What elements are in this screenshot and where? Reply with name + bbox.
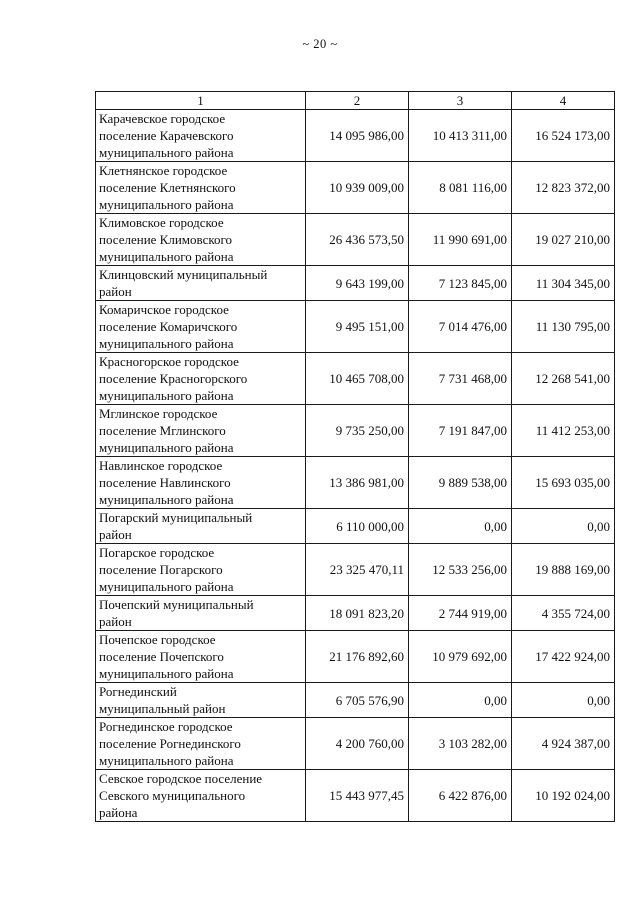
amount-cell-c2: 6 705 576,90 <box>306 683 409 718</box>
municipality-name-line: муниципальный район <box>99 701 226 716</box>
amount-cell-c4: 11 412 253,00 <box>512 405 615 457</box>
column-header: 2 <box>306 92 409 110</box>
amount-cell-c4: 4 924 387,00 <box>512 718 615 770</box>
table-row <box>96 353 615 405</box>
municipality-name-line: Почепский муниципальный <box>99 597 254 612</box>
municipality-name-line: поселение Красногорского <box>99 371 248 386</box>
amount-cell-c2: 10 465 708,00 <box>306 353 409 405</box>
amount-cell-c2: 6 110 000,00 <box>306 509 409 544</box>
amount-cell-c2: 21 176 892,60 <box>306 631 409 683</box>
municipality-name-line: поселение Климовского <box>99 232 233 247</box>
municipality-name-line: поселение Навлинского <box>99 475 231 490</box>
column-header: 3 <box>409 92 512 110</box>
amount-cell-c2: 9 735 250,00 <box>306 405 409 457</box>
table-row <box>96 718 615 770</box>
municipality-name-line: Погарский муниципальный <box>99 510 253 525</box>
municipality-name-cell <box>96 509 306 544</box>
municipality-name-line: район <box>99 284 132 299</box>
amount-cell-c3: 0,00 <box>409 509 512 544</box>
municipality-name-line: Комаричское городское <box>99 302 229 317</box>
amount-cell-c3: 8 081 116,00 <box>409 162 512 214</box>
municipality-name-line: муниципального района <box>99 388 234 403</box>
municipality-name-line: муниципального района <box>99 336 234 351</box>
municipality-name-cell <box>96 214 306 266</box>
table-row <box>96 596 615 631</box>
municipality-name-cell <box>96 631 306 683</box>
table-row <box>96 266 615 301</box>
amount-cell-c3: 11 990 691,00 <box>409 214 512 266</box>
amount-cell-c2: 23 325 470,11 <box>306 544 409 596</box>
amount-cell-c2: 14 095 986,00 <box>306 110 409 162</box>
amount-cell-c3: 10 413 311,00 <box>409 110 512 162</box>
amount-cell-c3: 12 533 256,00 <box>409 544 512 596</box>
table-row <box>96 405 615 457</box>
amount-cell-c4: 12 268 541,00 <box>512 353 615 405</box>
municipality-name-line: Почепское городское <box>99 632 216 647</box>
table-row <box>96 631 615 683</box>
municipality-name-line: район <box>99 527 132 542</box>
municipality-name-line: поселение Мглинского <box>99 423 226 438</box>
municipality-name-cell <box>96 266 306 301</box>
amount-cell-c4: 12 823 372,00 <box>512 162 615 214</box>
municipality-name-line: муниципального района <box>99 492 234 507</box>
table-row <box>96 301 615 353</box>
amount-cell-c2: 4 200 760,00 <box>306 718 409 770</box>
municipality-name-line: поселение Клетнянского <box>99 180 236 195</box>
amount-cell-c2: 9 495 151,00 <box>306 301 409 353</box>
amount-cell-c4: 4 355 724,00 <box>512 596 615 631</box>
amount-cell-c4: 11 130 795,00 <box>512 301 615 353</box>
column-header: 1 <box>96 92 306 110</box>
municipality-name-line: Севского муниципального <box>99 788 246 803</box>
amount-cell-c4: 19 027 210,00 <box>512 214 615 266</box>
municipality-name-cell <box>96 718 306 770</box>
table-row <box>96 770 615 822</box>
municipality-name-cell <box>96 110 306 162</box>
amount-cell-c2: 18 091 823,20 <box>306 596 409 631</box>
table-row <box>96 509 615 544</box>
amount-cell-c4: 15 693 035,00 <box>512 457 615 509</box>
amount-cell-c3: 2 744 919,00 <box>409 596 512 631</box>
municipality-name-line: поселение Комаричского <box>99 319 238 334</box>
municipality-name-line: района <box>99 805 138 820</box>
municipality-name-line: муниципального района <box>99 579 234 594</box>
table-row <box>96 162 615 214</box>
municipality-name-cell <box>96 162 306 214</box>
municipality-name-cell <box>96 683 306 718</box>
page-number: ~ 20 ~ <box>302 37 338 51</box>
municipality-name-line: Севское городское поселение <box>99 771 263 786</box>
municipality-name-line: поселение Почепского <box>99 649 224 664</box>
amount-cell-c4: 19 888 169,00 <box>512 544 615 596</box>
amount-cell-c3: 9 889 538,00 <box>409 457 512 509</box>
amount-cell-c3: 3 103 282,00 <box>409 718 512 770</box>
municipality-name-cell <box>96 353 306 405</box>
amount-cell-c2: 13 386 981,00 <box>306 457 409 509</box>
amount-cell-c2: 15 443 977,45 <box>306 770 409 822</box>
table-row <box>96 683 615 718</box>
amount-cell-c3: 10 979 692,00 <box>409 631 512 683</box>
municipality-name-line: Погарское городское <box>99 545 215 560</box>
table-row <box>96 214 615 266</box>
municipality-name-cell <box>96 457 306 509</box>
municipality-name-line: поселение Рогнединского <box>99 736 241 751</box>
table-row <box>96 110 615 162</box>
table-row <box>96 457 615 509</box>
municipality-name-line: поселение Погарского <box>99 562 223 577</box>
municipality-name-line: Климовское городское <box>99 215 224 230</box>
municipality-name-line: муниципального района <box>99 666 234 681</box>
municipality-name-line: муниципального района <box>99 753 234 768</box>
municipality-name-cell <box>96 405 306 457</box>
amount-cell-c4: 16 524 173,00 <box>512 110 615 162</box>
amount-cell-c2: 10 939 009,00 <box>306 162 409 214</box>
municipality-name-cell <box>96 544 306 596</box>
municipality-name-line: поселение Карачевского <box>99 128 234 143</box>
amount-cell-c2: 26 436 573,50 <box>306 214 409 266</box>
amount-cell-c4: 0,00 <box>512 683 615 718</box>
amount-cell-c2: 9 643 199,00 <box>306 266 409 301</box>
municipality-name-line: муниципального района <box>99 440 234 455</box>
municipality-name-line: муниципального района <box>99 145 234 160</box>
municipality-name-line: Рогнединское городское <box>99 719 233 734</box>
amount-cell-c3: 7 191 847,00 <box>409 405 512 457</box>
municipality-name-line: муниципального района <box>99 249 234 264</box>
municipality-name-line: Клетнянское городское <box>99 163 228 178</box>
amount-cell-c3: 0,00 <box>409 683 512 718</box>
municipality-name-cell <box>96 301 306 353</box>
amount-cell-c3: 7 731 468,00 <box>409 353 512 405</box>
municipality-name-line: район <box>99 614 132 629</box>
table-body <box>96 92 615 822</box>
amount-cell-c3: 6 422 876,00 <box>409 770 512 822</box>
amount-cell-c4: 11 304 345,00 <box>512 266 615 301</box>
amount-cell-c3: 7 014 476,00 <box>409 301 512 353</box>
municipality-name-line: Карачевское городское <box>99 111 226 126</box>
municipality-name-cell <box>96 596 306 631</box>
amount-cell-c4: 17 422 924,00 <box>512 631 615 683</box>
municipality-name-line: Мглинское городское <box>99 406 218 421</box>
budget-table <box>95 91 615 822</box>
municipality-name-cell <box>96 770 306 822</box>
table-row <box>96 544 615 596</box>
amount-cell-c4: 10 192 024,00 <box>512 770 615 822</box>
municipality-name-line: Клинцовский муниципальный <box>99 267 268 282</box>
municipality-name-line: Навлинское городское <box>99 458 223 473</box>
amount-cell-c3: 7 123 845,00 <box>409 266 512 301</box>
municipality-name-line: Рогнединский <box>99 684 177 699</box>
header-row <box>96 92 615 110</box>
amount-cell-c4: 0,00 <box>512 509 615 544</box>
column-header: 4 <box>512 92 615 110</box>
municipality-name-line: муниципального района <box>99 197 234 212</box>
municipality-name-line: Красногорское городское <box>99 354 239 369</box>
